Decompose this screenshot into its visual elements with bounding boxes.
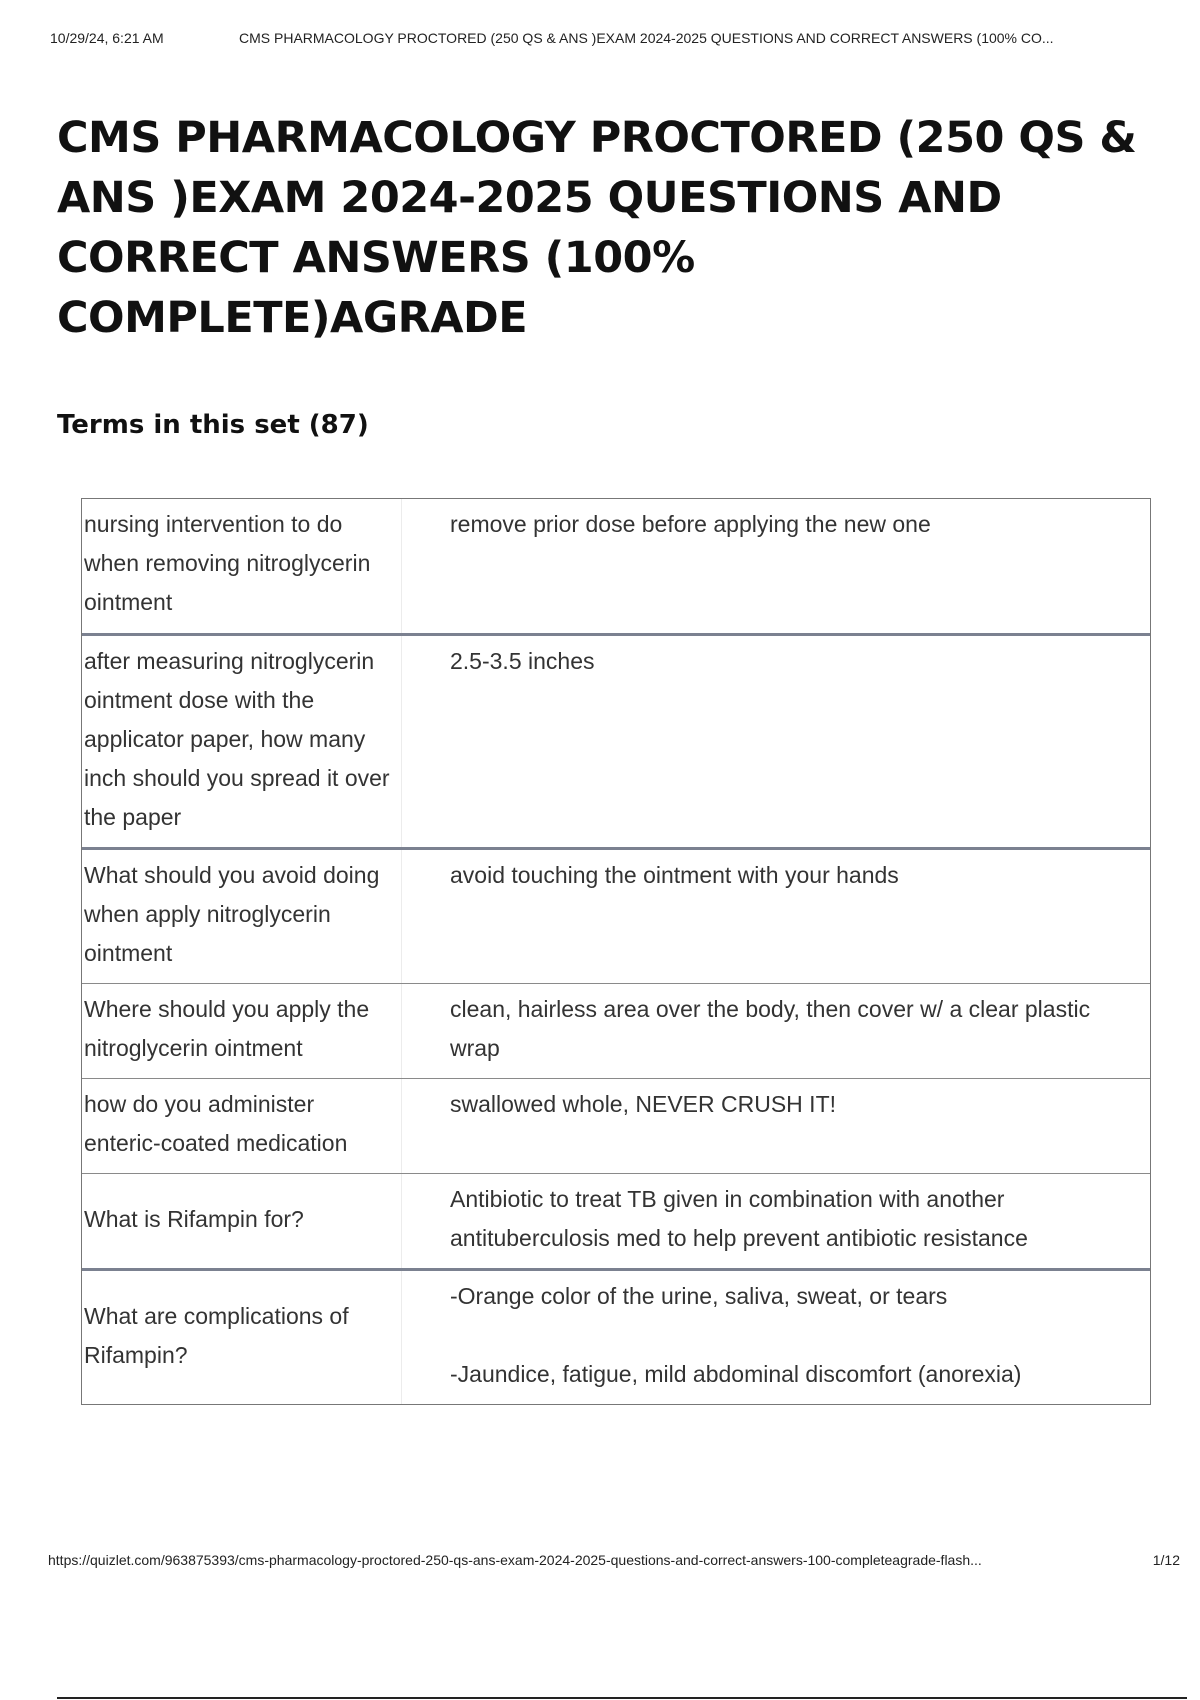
definition-text: clean, hairless area over the body, then cover w/ a clear plastic wrap: [450, 996, 1091, 1061]
term-text: What are complications of Rifampin?: [84, 1302, 349, 1368]
term-cell: [82, 1271, 402, 1404]
page-title-line-2: ANS )EXAM 2024-2025 QUESTIONS AND: [57, 173, 1002, 223]
definition-text: -Orange color of the urine, saliva, sweat, or tears: [450, 1283, 948, 1309]
page-title-line-1: CMS PHARMACOLOGY PROCTORED (250 QS &: [57, 113, 1137, 163]
print-header: [50, 30, 1180, 50]
table-row: [82, 1173, 1150, 1268]
term-text: What is Rifampin for?: [84, 1205, 304, 1232]
definition-text: swallowed whole, NEVER CRUSH IT!: [450, 1091, 837, 1117]
print-url: https://quizlet.com/963875393/cms-pharmacology-proctored-250-qs-ans-exam-2024-2025-questions-and-correct-answers-100-completeagrade-flash...: [48, 1552, 982, 1568]
definition-spacer: [450, 1316, 1130, 1355]
divider: [57, 1697, 1187, 1699]
definition-text: 2.5-3.5 inches: [450, 648, 595, 674]
definition-cell: [402, 499, 1150, 633]
definition-text: remove prior dose before applying the new one: [450, 511, 931, 537]
definition-cell: [402, 984, 1150, 1078]
table-row: [82, 1078, 1150, 1173]
print-doc-title: CMS PHARMACOLOGY PROCTORED (250 QS & ANS )EXAM 2024-2025 QUESTIONS AND CORRECT ANSWERS (100% CO...: [239, 30, 1054, 46]
definition-cell: [402, 636, 1150, 847]
term-cell: nursing intervention to do when removing nitroglycerin ointment: [82, 499, 402, 633]
term-cell: how do you administer enteric-coated medication: [82, 1079, 402, 1173]
table-row: [82, 983, 1150, 1078]
print-datetime: 10/29/24, 6:21 AM: [50, 30, 164, 46]
page-title-line-3: CORRECT ANSWERS (100% COMPLETE)AGRADE: [57, 233, 695, 343]
definition-cell: [402, 1271, 1150, 1404]
definition-text: avoid touching the ointment with your hands: [450, 862, 899, 888]
term-cell: What should you avoid doing when apply nitroglycerin ointment: [82, 850, 402, 983]
definition-cell: [402, 850, 1150, 983]
definition-cell: [402, 1174, 1150, 1268]
term-cell: after measuring nitroglycerin ointment dose with the applicator paper, how many inch should you spread it over the paper: [82, 636, 402, 847]
terms-table: [81, 498, 1151, 1405]
table-row: [82, 633, 1150, 847]
terms-set-heading: Terms in this set (87): [57, 410, 369, 440]
print-footer: [48, 1552, 1180, 1572]
table-row: [82, 847, 1150, 983]
page-number: 1/12: [1152, 1552, 1180, 1568]
definition-text: -Jaundice, fatigue, mild abdominal discomfort (anorexia): [450, 1361, 1022, 1387]
table-row: [82, 499, 1150, 633]
definition-text: Antibiotic to treat TB given in combination with another antituberculosis med to help prevent antibiotic resistance: [450, 1186, 1028, 1251]
term-cell: Where should you apply the nitroglycerin ointment: [82, 984, 402, 1078]
definition-cell: [402, 1079, 1150, 1173]
term-cell: [82, 1174, 402, 1268]
table-row: [82, 1268, 1150, 1404]
page-title: [57, 108, 1167, 348]
